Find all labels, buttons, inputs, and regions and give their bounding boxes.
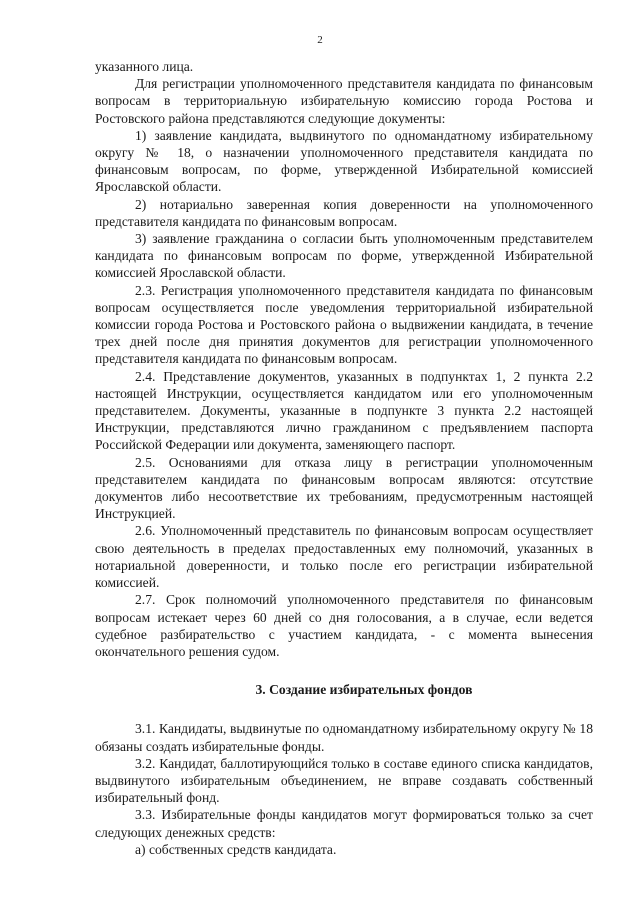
paragraph-p-3-3: 3.3. Избирательные фонды кандидатов могут формироваться только за счет следующих денежных средств:: [95, 807, 593, 840]
paragraph-p-3-2: 3.2. Кандидат, баллотирующийся только в составе единого списка кандидатов, выдвинутого избирательным объединением, не вправе создавать собственный избирательный фонд.: [95, 755, 593, 806]
section-3-paragraphs: [95, 720, 593, 858]
document-body: [95, 58, 593, 858]
paragraph-p-item-1: 1) заявление кандидата, выдвинутого по одномандатному избирательному округу № 18, о назначении уполномоченного представителя кандидата по финансовым вопросам, по форме, утвержденной Избирательной комиссией Ярославской области.: [95, 127, 593, 195]
paragraph-p-3-1: 3.1. Кандидаты, выдвинутые по одномандатному избирательному округу № 18 обязаны создать избирательные фонды.: [95, 721, 593, 754]
section-heading: 3. Создание избирательных фондов: [255, 682, 473, 698]
paragraph-p-2-7: 2.7. Срок полномочий уполномоченного представителя по финансовым вопросам истекает через 60 дней со дня голосования, а в случае, если ведется судебное разбирательство с участием кандидата, - с момента вынесения окончательного решения судом.: [95, 592, 593, 659]
paragraph-p-2-5: 2.5. Основаниями для отказа лицу в регистрации уполномоченным представителем кандидата по финансовым вопросам являются: отсутствие документов либо несоответствие их требованиям, предусмотренным настоящей Инструкцией.: [95, 454, 593, 522]
paragraph-p-3-3-a: а) собственных средств кандидата.: [135, 841, 337, 857]
paragraph-p-intro: Для регистрации уполномоченного представителя кандидата по финансовым вопросам в территориальную избирательную комиссию города Ростова и Ростовского района представляются следующие документы:: [95, 76, 593, 126]
page-number: 2: [317, 34, 323, 46]
paragraph-p-2-4: 2.4. Представление документов, указанных в подпунктах 1, 2 пункта 2.2 настоящей Инструкции, осуществляется кандидатом или его уполномоченным представителем. Документы, указанные в подпункте 3 пункта 2.2 настоящей Инструкции, представляются лично гражданином с предъявлением паспорта Российской Федерации или документа, заменяющего паспорт.: [95, 368, 593, 453]
paragraph-p-item-3: 3) заявление гражданина о согласии быть уполномоченным представителем кандидата по финансовым вопросам по форме, утвержденной Избирательной комиссией Ярославской области.: [95, 231, 593, 281]
paragraph-p-2-6: 2.6. Уполномоченный представитель по финансовым вопросам осуществляет свою деятельность в пределах предоставленных ему полномочий, указанных в нотариальной доверенности, и только после его регистрации избирательной комиссией.: [95, 523, 593, 591]
paragraph-p-continuation: указанного лица.: [95, 59, 194, 74]
paragraph-p-item-2: 2) нотариально заверенная копия доверенности на уполномоченного представителя кандидата по финансовым вопросам.: [95, 196, 593, 229]
section-2-paragraphs: [95, 58, 593, 660]
paragraph-p-2-3: 2.3. Регистрация уполномоченного представителя кандидата по финансовым вопросам осуществляется после уведомления территориальной избирательной комиссии города Ростова и Ростовского района о выдвижении кандидата, в течение трех дней после дня принятия документов для регистрации уполномоченного представителя кандидата по финансовым вопросам.: [95, 282, 593, 367]
